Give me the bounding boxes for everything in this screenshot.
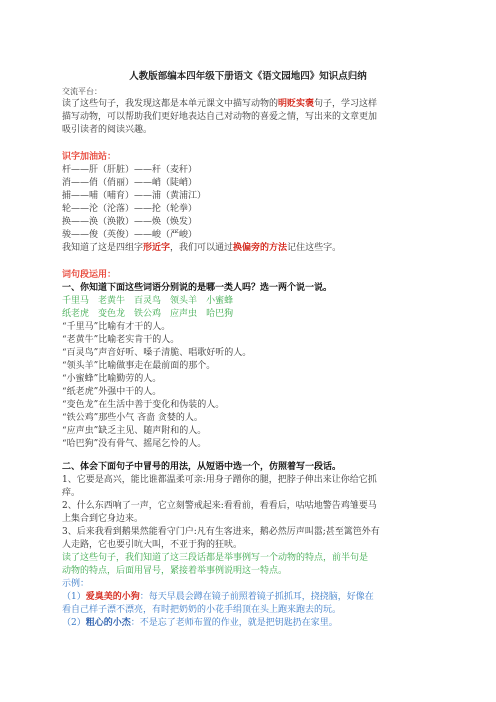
word-row bbox=[62, 295, 454, 308]
literacy-summary bbox=[62, 242, 454, 255]
summary-text: 我知道了这是四组字 bbox=[62, 243, 144, 253]
intro-paragraph-line: 吸引读者的阅读兴趣。 bbox=[62, 125, 153, 135]
page-title: 人教版部编本四年级下册语文《语文园地四》知识点归纳 bbox=[129, 71, 367, 82]
summary-text: 记住这些字。 bbox=[287, 243, 342, 253]
word-item: 变色龙 bbox=[98, 309, 126, 319]
explanation-line: “领头羊”比喻做事走在最前面的那个。 bbox=[62, 361, 216, 371]
example-sentence-line: 2、什么东西响了一声，它立刻警戒起来:看看前，看看后，咕咕地警告鸡雏要马 bbox=[62, 501, 377, 511]
summary-text: ，我们可以通过 bbox=[170, 243, 234, 253]
word-item: 铁公鸡 bbox=[134, 309, 162, 319]
example-title: 爱臭美的小狗 bbox=[85, 592, 140, 602]
word-item: 百灵鸟 bbox=[134, 296, 162, 306]
literacy-row: 捕——哺（哺育）——浦（黄浦江） bbox=[62, 191, 207, 201]
intro-text: 读了这些句子，我发现这都是本单元课文中描写动物的 bbox=[62, 99, 279, 109]
example-sentence-line: 痒。 bbox=[62, 488, 81, 498]
summary-highlight: 形近字 bbox=[143, 243, 171, 253]
word-item: 小蜜蜂 bbox=[206, 296, 234, 306]
intro-paragraph-line: 描写动物，可以帮助我们更好地表达自己对动物的喜爱之情，写出来的文章更加 bbox=[62, 112, 378, 122]
question-1: 一、你知道下面这些词语分别说的是哪一类人吗？选一两个说一说。 bbox=[62, 283, 333, 293]
word-row bbox=[62, 308, 454, 321]
example-sentence-line: 3、后来我看到鹅果然能看守门户:凡有生客进来，鹅必然厉声叫嚣;甚至篱笆外有 bbox=[62, 527, 380, 537]
literacy-row: 消——俏（俏丽）——峭（陡峭） bbox=[62, 178, 198, 188]
literacy-row: 杆——肝（肝脏）——秆（麦秆） bbox=[62, 165, 198, 175]
word-item: 领头羊 bbox=[170, 296, 198, 306]
phrases-heading: 词句段运用： bbox=[62, 270, 117, 280]
word-item: 千里马 bbox=[62, 296, 90, 306]
example-2-line bbox=[62, 617, 454, 630]
word-item: 哈巴狗 bbox=[206, 309, 234, 319]
explanation-line: “老黄牛”比喻老实肯干的人。 bbox=[62, 335, 180, 345]
document-body bbox=[62, 86, 454, 630]
intro-highlight: 明贬实褒 bbox=[278, 99, 315, 109]
literacy-row: 骏——俊（英俊）——峻（严峻） bbox=[62, 230, 198, 240]
section2-heading: 二、体会下面句子中冒号的用法，从短语中选一个，仿照着写一段话。 bbox=[62, 462, 342, 472]
summary-highlight: 换偏旁的方法 bbox=[233, 243, 288, 253]
word-item: 老黄牛 bbox=[98, 296, 126, 306]
example-1-line bbox=[62, 591, 454, 604]
word-item: 纸老虎 bbox=[62, 309, 90, 319]
intro-text: 句子，学习这样 bbox=[314, 99, 378, 109]
explanation-line: “铁公鸡”那些小气 吝啬 贪婪的人。 bbox=[62, 413, 203, 423]
intro-label: 交流平台： bbox=[62, 87, 102, 96]
example-1-line: 看自己样子漂不漂亮，有时把奶奶的小花手绢顶在头上跑来跑去的玩。 bbox=[62, 605, 342, 615]
literacy-row: 轮——沦（沦落）——抡（轮拳） bbox=[62, 204, 198, 214]
explanation-line: “小蜜蜂”比喻勤劳的人。 bbox=[62, 374, 162, 384]
explanation-line: “应声虫”缺乏主见、随声附和的人。 bbox=[62, 426, 207, 436]
example-sentence-line: 上集合到它身边来。 bbox=[62, 514, 144, 524]
example-number: （1） bbox=[62, 592, 86, 602]
explanation-line: “千里马”比喻有才干的人。 bbox=[62, 322, 171, 332]
intro-paragraph-line bbox=[62, 98, 454, 111]
explanation-line: “纸老虎”外强中干的人。 bbox=[62, 387, 162, 397]
example-label: 示例： bbox=[62, 579, 90, 589]
example-title: 粗心的小杰 bbox=[85, 618, 131, 628]
note-line: 读了这些句子，我们知道了这三段话都是举事例写一个动物的特点，前半句是 bbox=[62, 553, 369, 563]
example-number: （2） bbox=[62, 618, 86, 628]
explanation-line: “变色龙”在生活中善于变化和伪装的人。 bbox=[62, 400, 225, 410]
example-sentence-line: 1、它要是高兴，能比谁都温柔可亲:用身子蹭你的腿，把脖子伸出来让你给它抓 bbox=[62, 475, 377, 485]
note-line: 动物的特点，后面用冒号，紧接着举事例说明这一特点。 bbox=[62, 566, 288, 576]
word-item: 应声虫 bbox=[170, 309, 198, 319]
explanation-line: “哈巴狗”没有骨气、摇尾乞怜的人。 bbox=[62, 439, 207, 449]
explanation-line: “百灵鸟”声音好听、嗓子清脆、唱歌好听的人。 bbox=[62, 348, 252, 358]
example-text: ：不是忘了老师布置的作业，就是把钥匙扔在家里。 bbox=[130, 618, 338, 628]
literacy-row: 换——涣（涣散）——焕（焕发） bbox=[62, 217, 198, 227]
literacy-heading: 识字加油站： bbox=[62, 152, 117, 162]
example-text: ：每天早晨会蹲在镜子前照着镜子抓抓耳，挠挠脑，好像在 bbox=[139, 592, 374, 602]
example-sentence-line: 人走路，它也要引吭大叫，不亚于狗的狂吠。 bbox=[62, 540, 243, 550]
